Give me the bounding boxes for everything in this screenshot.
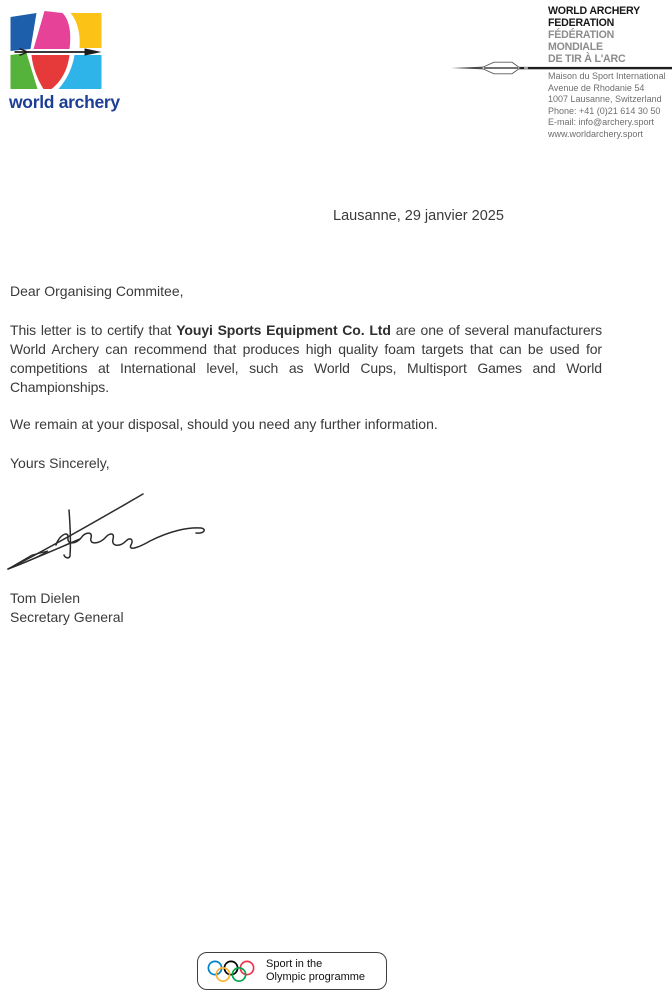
- address-line: Avenue de Rhodanie 54: [548, 82, 645, 93]
- signer-title: Secretary General: [10, 609, 124, 625]
- signer-name: Tom Dielen: [10, 590, 81, 606]
- letterhead-org-block: [548, 5, 640, 65]
- org-name-fr-line: FÉDÉRATION: [548, 29, 615, 41]
- body-paragraph-2: We remain at your disposal, should you need any further information.: [10, 416, 438, 432]
- world-archery-wordmark: world archery: [9, 92, 120, 112]
- badge-text-line1: Sport in the: [266, 958, 323, 970]
- letterhead-address: [548, 71, 666, 141]
- org-name-fr-line: DE TIR À L'ARC: [548, 53, 626, 65]
- signature-icon: [2, 483, 217, 571]
- address-email: E-mail: info@archery.sport: [548, 117, 655, 128]
- olympic-programme-badge: [197, 952, 387, 990]
- para1-prefix: This letter is to certify that: [10, 322, 177, 338]
- org-name-fr-line: MONDIALE: [548, 41, 603, 53]
- para1-suffix: are one of several manufacturers World Archery can recommend that produces high quality foam targets that can be used for competitions at International level, such as World Cups, Multisport Games and World Championships.: [10, 322, 602, 395]
- address-line: Maison du Sport International: [548, 71, 666, 81]
- address-line: 1007 Lausanne, Switzerland: [548, 94, 662, 105]
- closing-line: Yours Sincerely,: [10, 455, 110, 471]
- org-name-line: WORLD ARCHERY: [548, 5, 640, 17]
- date-line: Lausanne, 29 janvier 2025: [333, 208, 504, 224]
- badge-text: [266, 958, 365, 984]
- company-name: Youyi Sports Equipment Co. Ltd: [176, 322, 391, 338]
- salutation: Dear Organising Commitee,: [10, 283, 184, 299]
- address-phone: Phone: +41 (0)21 614 30 50: [548, 105, 661, 116]
- olympic-rings-icon: [207, 960, 255, 983]
- address-website: www.worldarchery.sport: [548, 128, 643, 139]
- body-paragraph-1: [10, 321, 602, 397]
- badge-text-line2: Olympic programme: [266, 971, 366, 983]
- org-name-line: FEDERATION: [548, 17, 615, 29]
- world-archery-logo-icon: [10, 11, 103, 91]
